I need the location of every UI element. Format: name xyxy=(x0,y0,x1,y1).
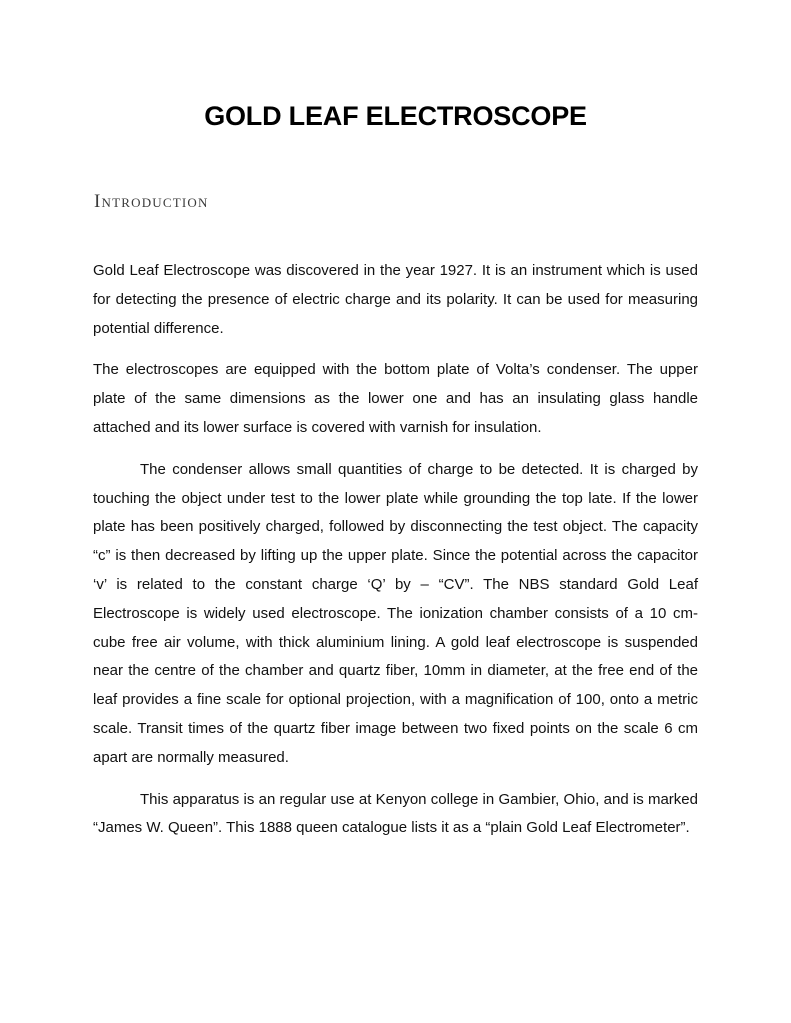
paragraph-1: Gold Leaf Electroscope was discovered in the year 1927. It is an instrument which is used for detecting the presence of electric charge and its polarity. It can be used for measuring potential difference. xyxy=(93,262,698,337)
body-text xyxy=(93,257,698,856)
document-title: GOLD LEAF ELECTROSCOPE xyxy=(204,101,587,131)
section-heading-introduction: Introduction xyxy=(94,191,209,212)
paragraph-2: The electroscopes are equipped with the bottom plate of Volta’s condenser. The upper plate of the same dimensions as the lower one and has an insulating glass handle attached and its lower surface is covered with varnish for insulation. xyxy=(93,361,698,436)
paragraph-4: This apparatus is an regular use at Kenyon college in Gambier, Ohio, and is marked “James W. Queen”. This 1888 queen catalogue lists it as a “plain Gold Leaf Electrometer”. xyxy=(93,790,698,837)
paragraph-3: The condenser allows small quantities of charge to be detected. It is charged by touching the object under test to the lower plate while grounding the top late. If the lower plate has been positively charged, followed by disconnecting the test object. The capacity “c” is then decreased by lifting up the upper plate. Since the potential across the capacitor ‘v’ is related to the constant charge ‘Q’ by – “CV”. The NBS standard Gold Leaf Electroscope is widely used electroscope. The ionization chamber consists of a 10 cm-cube free air volume, with thick aluminium lining. A gold leaf electroscope is suspended near the centre of the chamber and quartz fiber, 10mm in diameter, at the free end of the leaf provides a fine scale for optional projection, with a magnification of 100, onto a metric scale. Transit times of the quartz fiber image between two fixed points on the scale 6 cm apart are normally measured. xyxy=(93,460,698,766)
